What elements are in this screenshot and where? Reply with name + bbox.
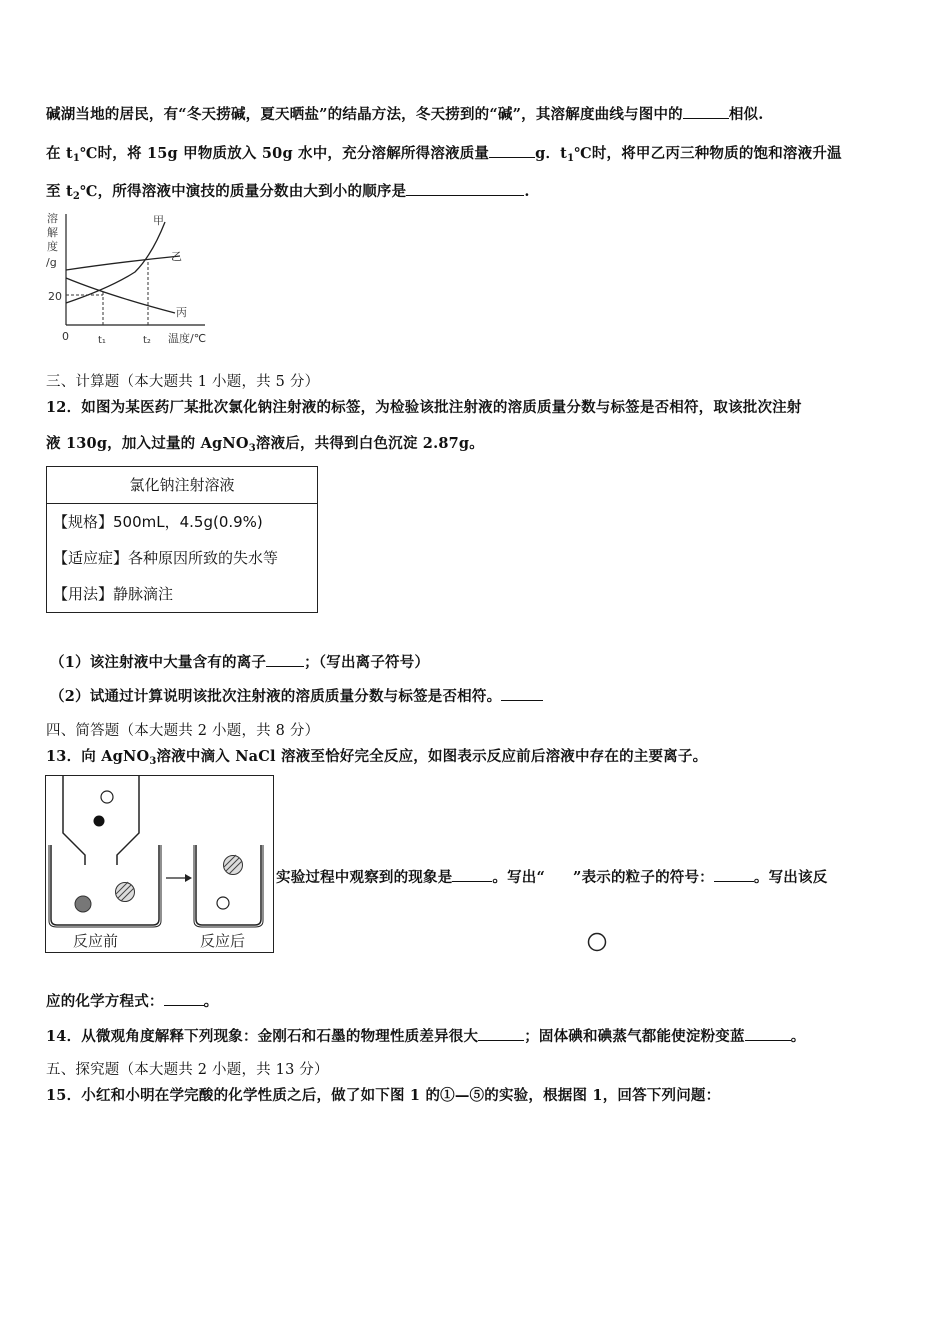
curve-jia <box>66 222 165 303</box>
answer-blank[interactable] <box>501 688 543 701</box>
answer-blank[interactable] <box>489 145 535 158</box>
reaction-diagram <box>45 775 274 953</box>
answer-blank[interactable] <box>683 106 729 119</box>
x-tick-t1: t₁ <box>98 335 106 346</box>
label-yi: 乙 <box>171 250 182 263</box>
svg-text:度: 度 <box>47 240 58 253</box>
ion-open-after <box>217 897 229 909</box>
question-13-text: 实验过程中观察到的现象是 。写出“ ”表示的粒子的符号： 。写出该反 <box>276 869 828 886</box>
question-15: 15．小红和小明在学完酸的化学性质之后，做了如下图 1 的①—⑤的实验，根据图 1，回答下列问题： <box>46 1087 721 1104</box>
ion-open-small <box>101 791 113 803</box>
text-line: 在 $t_1℃$时，将 15g 甲物质放入 50g 水中，充分溶解所得溶液质量 g．$t_1℃$时，将甲乙丙三种物质的饱和溶液升温 <box>46 145 842 164</box>
question-13: 13．向 AgNO$_3$溶液中滴入 NaCl 溶液至恰好完全反应，如图表示反应前后溶液中存在的主要离子。 <box>46 748 708 767</box>
label-jia: 甲 <box>153 214 164 227</box>
label-usage: 【用法】静脉滴注 <box>53 585 174 603</box>
section-title: 五、探究题（本大题共 2 小题，共 13 分） <box>46 1062 329 1078</box>
svg-text:/g: /g <box>46 256 57 269</box>
section-title: 三、计算题（本大题共 1 小题，共 5 分） <box>46 374 320 390</box>
ion-grey <box>75 896 91 912</box>
label-before: 反应前 <box>73 932 119 950</box>
label-indication: 【适应症】各种原因所致的失水等 <box>53 549 279 567</box>
injection-label <box>46 466 318 613</box>
label-title: 氯化钠注射溶液 <box>47 467 317 504</box>
question-12-part-2: （2）试通过计算说明该批次注射液的溶质质量分数与标签是否相符。 <box>50 685 543 706</box>
answer-blank[interactable] <box>452 869 492 882</box>
answer-blank[interactable] <box>406 183 524 196</box>
answer-blank[interactable] <box>714 869 754 882</box>
text-line: 至 $t_2℃$，所得溶液中演技的质量分数由大到小的顺序是 . <box>46 183 530 202</box>
origin-label: 0 <box>62 330 69 343</box>
y-tick-20: 20 <box>48 290 62 303</box>
question-13-end: 应的化学方程式： 。 <box>46 993 219 1010</box>
solubility-graph <box>40 210 225 350</box>
x-axis-label: 温度/℃ <box>168 332 207 345</box>
answer-blank[interactable] <box>266 654 304 667</box>
answer-blank[interactable] <box>164 993 204 1006</box>
svg-text:解: 解 <box>47 226 58 239</box>
svg-text:溶: 溶 <box>47 212 58 225</box>
label-bing: 丙 <box>176 306 187 319</box>
text-line: 碱湖当地的居民，有“冬天捞碱，夏天晒盐”的结晶方法，冬天捞到的“碱”，其溶解度曲线与图中的 相似. <box>46 106 764 123</box>
question-12-part-1: （1）该注射液中大量含有的离子 ；（写出离子符号） <box>50 654 430 671</box>
question-14: 14．从微观角度解释下列现象：金刚石和石墨的物理性质差异很大 ；固体碘和碘蒸气都能使淀粉变蓝 。 <box>46 1028 806 1045</box>
ion-black-small <box>94 816 105 827</box>
label-after: 反应后 <box>200 932 246 950</box>
answer-blank[interactable] <box>478 1028 524 1041</box>
text-line: 液 130g，加入过量的 AgNO$_3$溶液后，共得到白色沉淀 2.87g。 <box>46 435 484 454</box>
answer-blank[interactable] <box>745 1028 791 1041</box>
x-tick-t2: t₂ <box>143 335 151 346</box>
open-circle-icon <box>586 931 608 953</box>
curve-yi <box>66 256 180 270</box>
y-axis-label <box>46 211 58 269</box>
label-spec: 【规格】500mL，4.5g(0.9%) <box>53 513 263 531</box>
section-title: 四、简答题（本大题共 2 小题，共 8 分） <box>46 723 320 739</box>
question-12: 12．如图为某医药厂某批次氯化钠注射液的标签，为检验该批注射液的溶质质量分数与标签是否相符，取该批次注射 <box>46 399 802 416</box>
